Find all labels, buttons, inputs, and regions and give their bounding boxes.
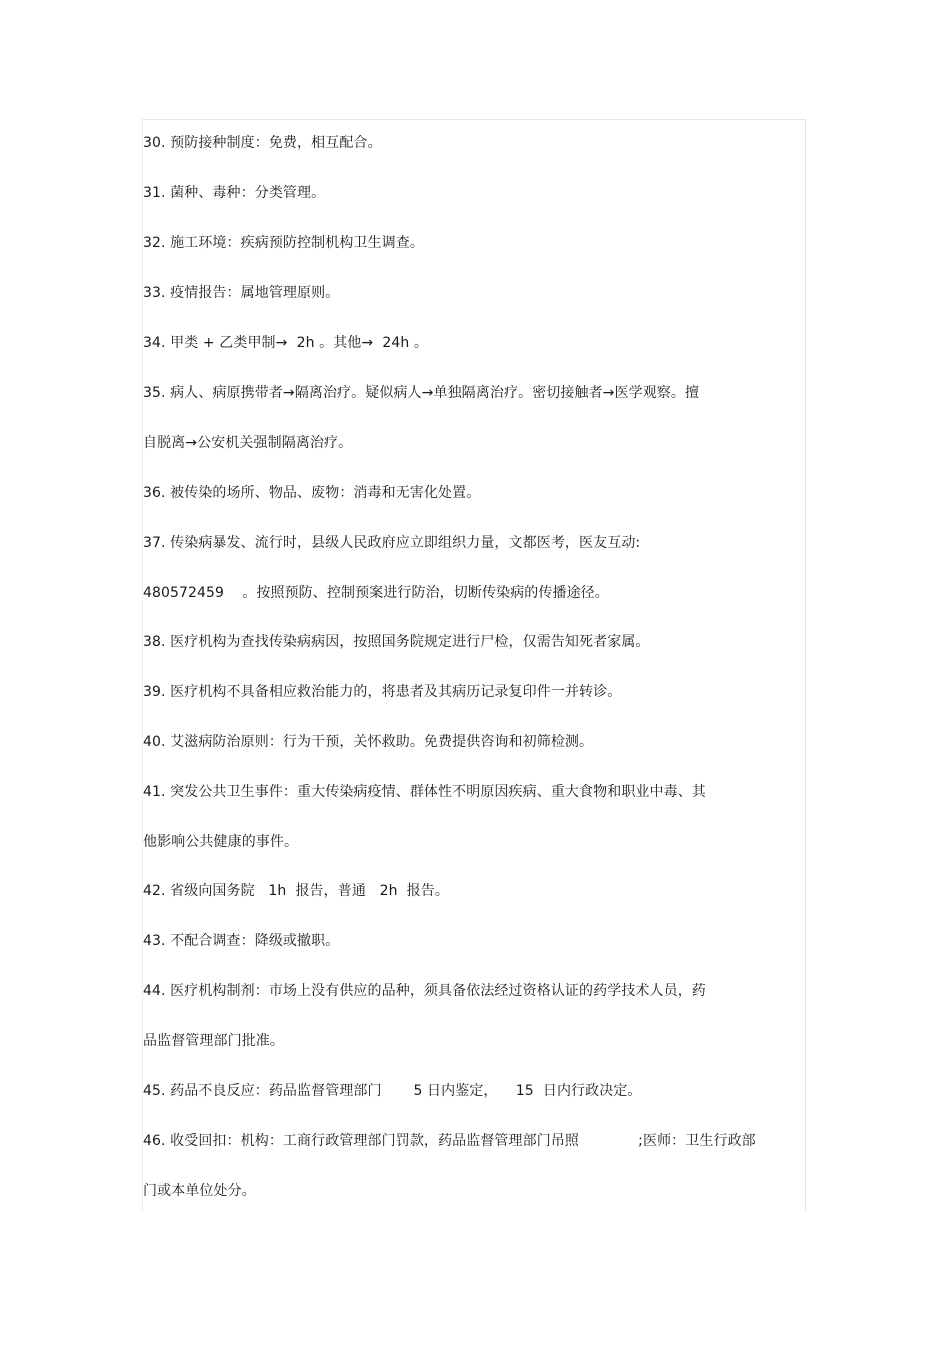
text-line-35-cont: 自脱离→公安机关强制隔离治疗。	[143, 435, 353, 451]
text-line-37-cont: 480572459 。按照预防、控制预案进行防治，切断传染病的传播途径。	[143, 585, 609, 601]
text-line-31: 31. 菌种、毒种：分类管理。	[143, 185, 326, 201]
text-line-39: 39. 医疗机构不具备相应救治能力的，将患者及其病历记录复印件一并转诊。	[143, 684, 622, 700]
text-line-42: 42. 省级向国务院 1h 报告，普通 2h 报告。	[143, 883, 449, 899]
text-line-36: 36. 被传染的场所、物品、废物：消毒和无害化处置。	[143, 485, 481, 501]
text-line-45: 45. 药品不良反应：药品监督管理部门 5 日内鉴定， 15 日内行政决定。	[143, 1083, 642, 1099]
text-line-44-cont: 品监督管理部门批准。	[143, 1033, 284, 1049]
text-line-37: 37. 传染病暴发、流行时，县级人民政府应立即组织力量，文都医考，医友互动:	[143, 535, 641, 551]
text-line-38: 38. 医疗机构为查找传染病病因，按照国务院规定进行尸检，仅需告知死者家属。	[143, 634, 650, 650]
text-line-44: 44. 医疗机构制剂：市场上没有供应的品种，须具备依法经过资格认证的药学技术人员，药	[143, 983, 706, 999]
text-line-30: 30. 预防接种制度：免费，相互配合。	[143, 135, 382, 151]
text-line-41: 41. 突发公共卫生事件：重大传染病疫情、群体性不明原因疾病、重大食物和职业中毒、其	[143, 784, 706, 800]
text-line-46-cont: 门或本单位处分。	[143, 1183, 256, 1199]
text-line-32: 32. 施工环境：疾病预防控制机构卫生调查。	[143, 235, 424, 251]
text-line-43: 43. 不配合调查：降级或撤职。	[143, 933, 340, 949]
text-line-46: 46. 收受回扣：机构：工商行政管理部门罚款，药品监督管理部门吊照 ;医师：卫生行政部	[143, 1133, 756, 1149]
text-line-34: 34. 甲类 + 乙类甲制→ 2h 。其他→ 24h 。	[143, 335, 428, 351]
text-line-41-cont: 他影响公共健康的事件。	[143, 834, 299, 850]
text-line-35: 35. 病人、病原携带者→隔离治疗。疑似病人→单独隔离治疗。密切接触者→医学观察。擅	[143, 385, 700, 401]
text-line-33: 33. 疫情报告：属地管理原则。	[143, 285, 340, 301]
text-line-40: 40. 艾滋病防治原则：行为干预，关怀救助。免费提供咨询和初筛检测。	[143, 734, 594, 750]
